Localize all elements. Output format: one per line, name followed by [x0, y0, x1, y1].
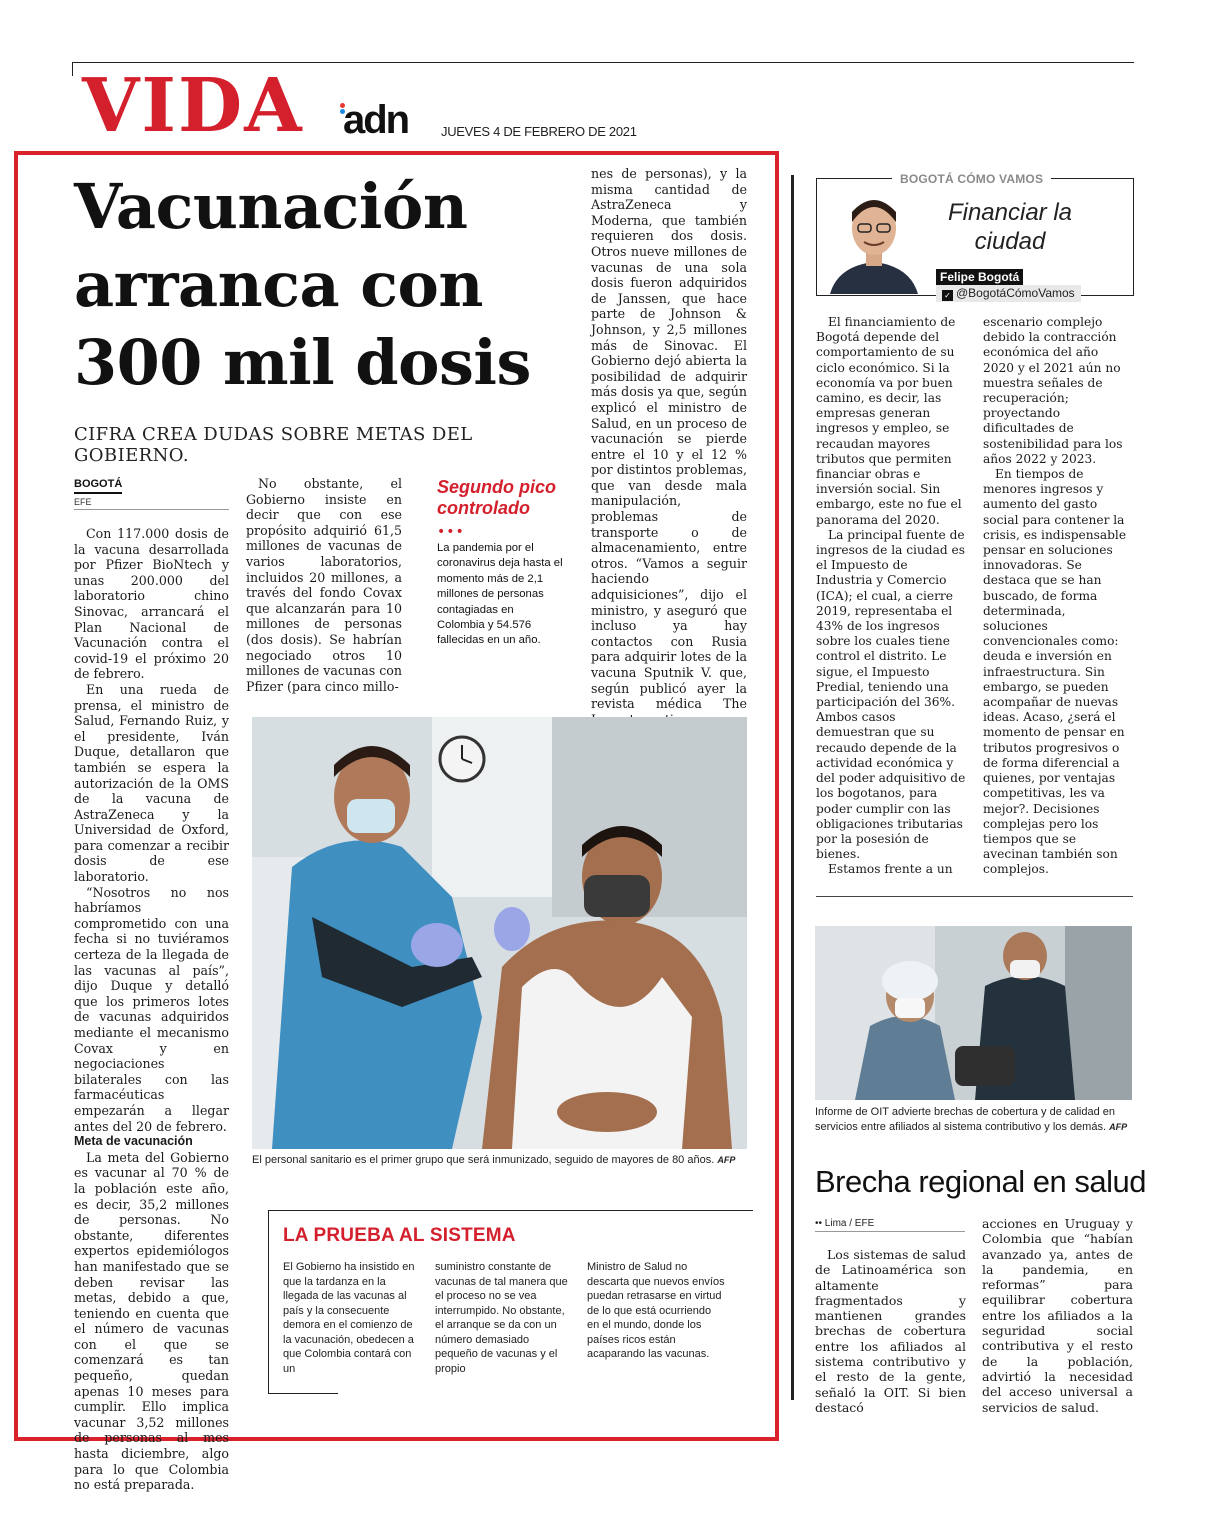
- secondary-headline: Brecha regional en salud: [815, 1164, 1146, 1199]
- clinic-photo-caption: [815, 1105, 1135, 1135]
- paragraph: acciones en Uruguay y Colombia que “habían avanzado ya, antes de la pandemia, en reformas” para equilibrar cobertura entre los afiliados a la seguridad social contributiva y el resto de la población, advirtió la necesidad del acceso universal a servicios de salud.: [982, 1216, 1133, 1415]
- paragraph: En una rueda de prensa, el ministro de Salud, Fernando Ruiz, y el presidente, Iván Duque, detallaron que también se espera la autorización de la OMS de la vacuna de AstraZeneca y la Universidad de Oxford, para comenzar a recibir dosis de ese laboratorio.: [74, 681, 229, 885]
- paragraph: No obstante, el Gobierno insiste en decir que con ese propósito adquirió 61,5 millones de vacunas de varios laboratorios, incluidos 20 millones, a través del fondo Covax que alcanzarán para 10 millones de personas (dos dosis). Se habrían negociado otros 10 millones de vacunas con Pfizer (para cinco millo-: [246, 476, 402, 694]
- photo-caption: [252, 1154, 747, 1166]
- headline-line: arranca con: [74, 248, 483, 321]
- paragraph: La meta del Gobierno es vacunar al 70 % de la población este año, es decir, 35,2 millones de personas. No obstante, diferentes expertos epidemiólogos han manifestado que se deben revisar las metas, debido a que, teniendo en cuenta que el número de vacunas con el que se comenzará es tan pequeño, quedan apenas 10 meses para cumplir. Ello implica vacunar 3,52 millones de personas al mes hasta diciembre, algo para lo que Colombia no está preparada.: [74, 1149, 229, 1493]
- paragraph: La principal fuente de ingresos de la ciudad es el Impuesto de Industria y Comercio (ICA); el cual, a cierre 2019, representaba el 43% de los ingresos sobre los cuales tiene control el distrito. Le sigue, el Impuesto Predial, teniendo una participación del 36%. Ambos casos demuestran que su recaudo depende de la actividad económica y del poder adquisitivo de los bogotanos, para poder cumplir con las obligaciones tributarias por la posesión de bienes.: [816, 527, 966, 862]
- main-headline: [74, 168, 574, 402]
- author-name: Felipe Bogotá: [936, 269, 1023, 285]
- caption-text: Informe de OIT advierte brechas de cobertura y de calidad en servicios entre afiliados al sistema contributivo y los demás.: [815, 1106, 1116, 1133]
- kicker: CIFRA CREA DUDAS SOBRE METAS DEL GOBIERNO.: [74, 424, 473, 466]
- opinion-column-1: [816, 315, 966, 878]
- section-rule: [816, 896, 1133, 897]
- paragraph: escenario complejo debido la contracción económica del año 2020 y el 2021 aún no muestra señales de recuperación; proyectando dificultades de sostenibilidad para los años 2022 y 2023.: [983, 315, 1123, 466]
- article-column-1: [74, 526, 229, 1493]
- issue-date: JUEVES 4 DE FEBRERO DE 2021: [441, 124, 637, 139]
- paragraph: Con 117.000 dosis de la vacuna desarrollada por Pfizer BioNtech y unas 200.000 del laboratorio chino Sinovac, arrancará el Plan Nacional de Vacunación contra el covid-19 el próximo 20 de febrero.: [74, 526, 229, 682]
- paragraph: Los sistemas de salud de Latinoamérica son altamente fragmentados y mantienen grandes brechas de cobertura entre los afiliados al sistema contributivo y el resto de la gente, señaló la OIT. Si bien destacó: [815, 1247, 966, 1415]
- paragraph: “Nosotros no nos habríamos comprometido con una fecha si no tuviéramos certeza de la llegada de las vacunas al país”, dijo Duque y detalló que los primeros lotes de vacunas adquiridos mediante el mecanismo Covax y en negociaciones bilaterales con las farmacéuticas empezarán a llegar antes del 20 de febrero.: [74, 884, 229, 1134]
- masthead-rule-tick: [72, 62, 73, 76]
- sidebar-title: Segundo pico controlado: [437, 477, 556, 518]
- box-rule-left: [268, 1210, 269, 1394]
- opinion-title: Financiar la ciudad: [947, 199, 1073, 255]
- headline-line: Vacunación: [74, 170, 468, 243]
- sidebar-text: La pandemia por el coronavirus deja hasta el momento más de 2,1 millones de personas contagiadas en Colombia y 54.576 fallecidas en un año.: [437, 542, 563, 647]
- photo-credit: AFP: [1109, 1122, 1128, 1132]
- box-column-1: El Gobierno ha insistido en que la tardanza en la llegada de las vacunas al país y la consecuente demora en el comienzo de la vacunación, obedecen a que Colombia contará con un: [283, 1261, 415, 1375]
- author-handle: [936, 285, 1081, 302]
- sidebar-dots: •••: [437, 524, 465, 540]
- caption-text: El personal sanitario es el primer grupo que será inmunizado, seguido de mayores de 80 años.: [252, 1154, 715, 1166]
- opinion-label: BOGOTÁ CÓMO VAMOS: [892, 172, 1051, 186]
- paragraph: El financiamiento de Bogotá depende del comportamiento de su ciclo económico. Si la economía va por buen camino, es decir, las empresas generan ingresos y empleo, se recaudan mayores tributos que permiten financiar obras e inversión social. Sin embargo, este no fue el panorama del 2020.: [816, 315, 962, 527]
- paragraph: En tiempos de menores ingresos y aumento del gasto social para contener la crisis, es indispensable pensar en soluciones innovadoras. Se destaca que se han buscado, de forma determinada, soluciones convencionales como: deuda e inversión en infraestructura. Sin embargo, se pueden acompañar de nuevas ideas. Acaso, ¿será el momento de pensar en tributos progresivos o de forma diferencial a quienes, por ventajas competitivas, les va mejor?. Decisiones complejas pero los tiempos que se avecinan también son complejos.: [983, 467, 1127, 877]
- opinion-column-2: [983, 315, 1133, 878]
- box-column-2: suministro constante de vacunas de tal manera que el proceso no se vea interrumpido. No obstante, el arranque se da con un número demasiado pequeño de vacunas y el propio: [435, 1261, 568, 1375]
- headline-line: 300 mil dosis: [74, 326, 531, 399]
- author-photo: [828, 186, 920, 294]
- subhead: Meta de vacunación: [74, 1134, 193, 1149]
- secondary-dateline: •• Lima / EFE: [815, 1218, 875, 1229]
- opinion-box-right: [1133, 178, 1134, 296]
- secondary-column-1: [815, 1247, 966, 1415]
- article-column-2: [246, 476, 402, 694]
- handle-text: @BogotáCómoVamos: [956, 286, 1075, 300]
- photo-credit: AFP: [717, 1155, 736, 1165]
- box-rule-top: [268, 1210, 753, 1211]
- dateline-rule: [74, 509, 229, 510]
- twitter-icon: ✓: [942, 290, 953, 301]
- column-divider: [791, 175, 794, 1400]
- paragraph: Estamos frente a un: [828, 862, 953, 877]
- secondary-column-2: [982, 1216, 1133, 1415]
- vaccination-photo: [252, 717, 747, 1149]
- box-title: LA PRUEBA AL SISTEMA: [283, 1225, 516, 1246]
- article-column-3: [591, 166, 747, 743]
- dateline-agency: EFE: [74, 497, 92, 507]
- dateline-city: BOGOTÁ: [74, 478, 122, 494]
- adn-logo: adn: [343, 98, 409, 142]
- secondary-dateline-rule: [815, 1231, 965, 1232]
- paragraph: nes de personas), y la misma cantidad de AstraZeneca y Moderna, que también requieren dos dosis. Otros nueve millones de vacunas de una sola dosis fueron adquiridos de Janssen, que hace parte de Johnson & Johnson, y 2,5 millones más de Sinovac. El Gobierno dejó abierta la posibilidad de adquirir más dosis ya que, según explicó el ministro de Salud, en un proceso de vacunación se pierde entre el 10 y el 12 % por distintos problemas, que van desde mala manipulación, problemas de transporte o de almacenamiento, entre otros. “Vamos a seguir haciendo adquisiciones”, dijo el ministro, y aseguró que incluso ya hay contactos con Rusia para adquirir lotes de la vacuna Sputnik V. que, según publicó ayer la revista médica The: [591, 166, 747, 712]
- box-rule-bottom: [268, 1393, 338, 1394]
- section-title: VIDA: [82, 63, 304, 149]
- box-column-3: Ministro de Salud no descarta que nuevos envíos puedan retrasarse en virtud de lo que está ocurriendo en el mundo, donde los países ricos están acaparando las vacunas.: [587, 1261, 725, 1360]
- clinic-photo: [815, 926, 1132, 1100]
- opinion-box-left: [816, 178, 817, 296]
